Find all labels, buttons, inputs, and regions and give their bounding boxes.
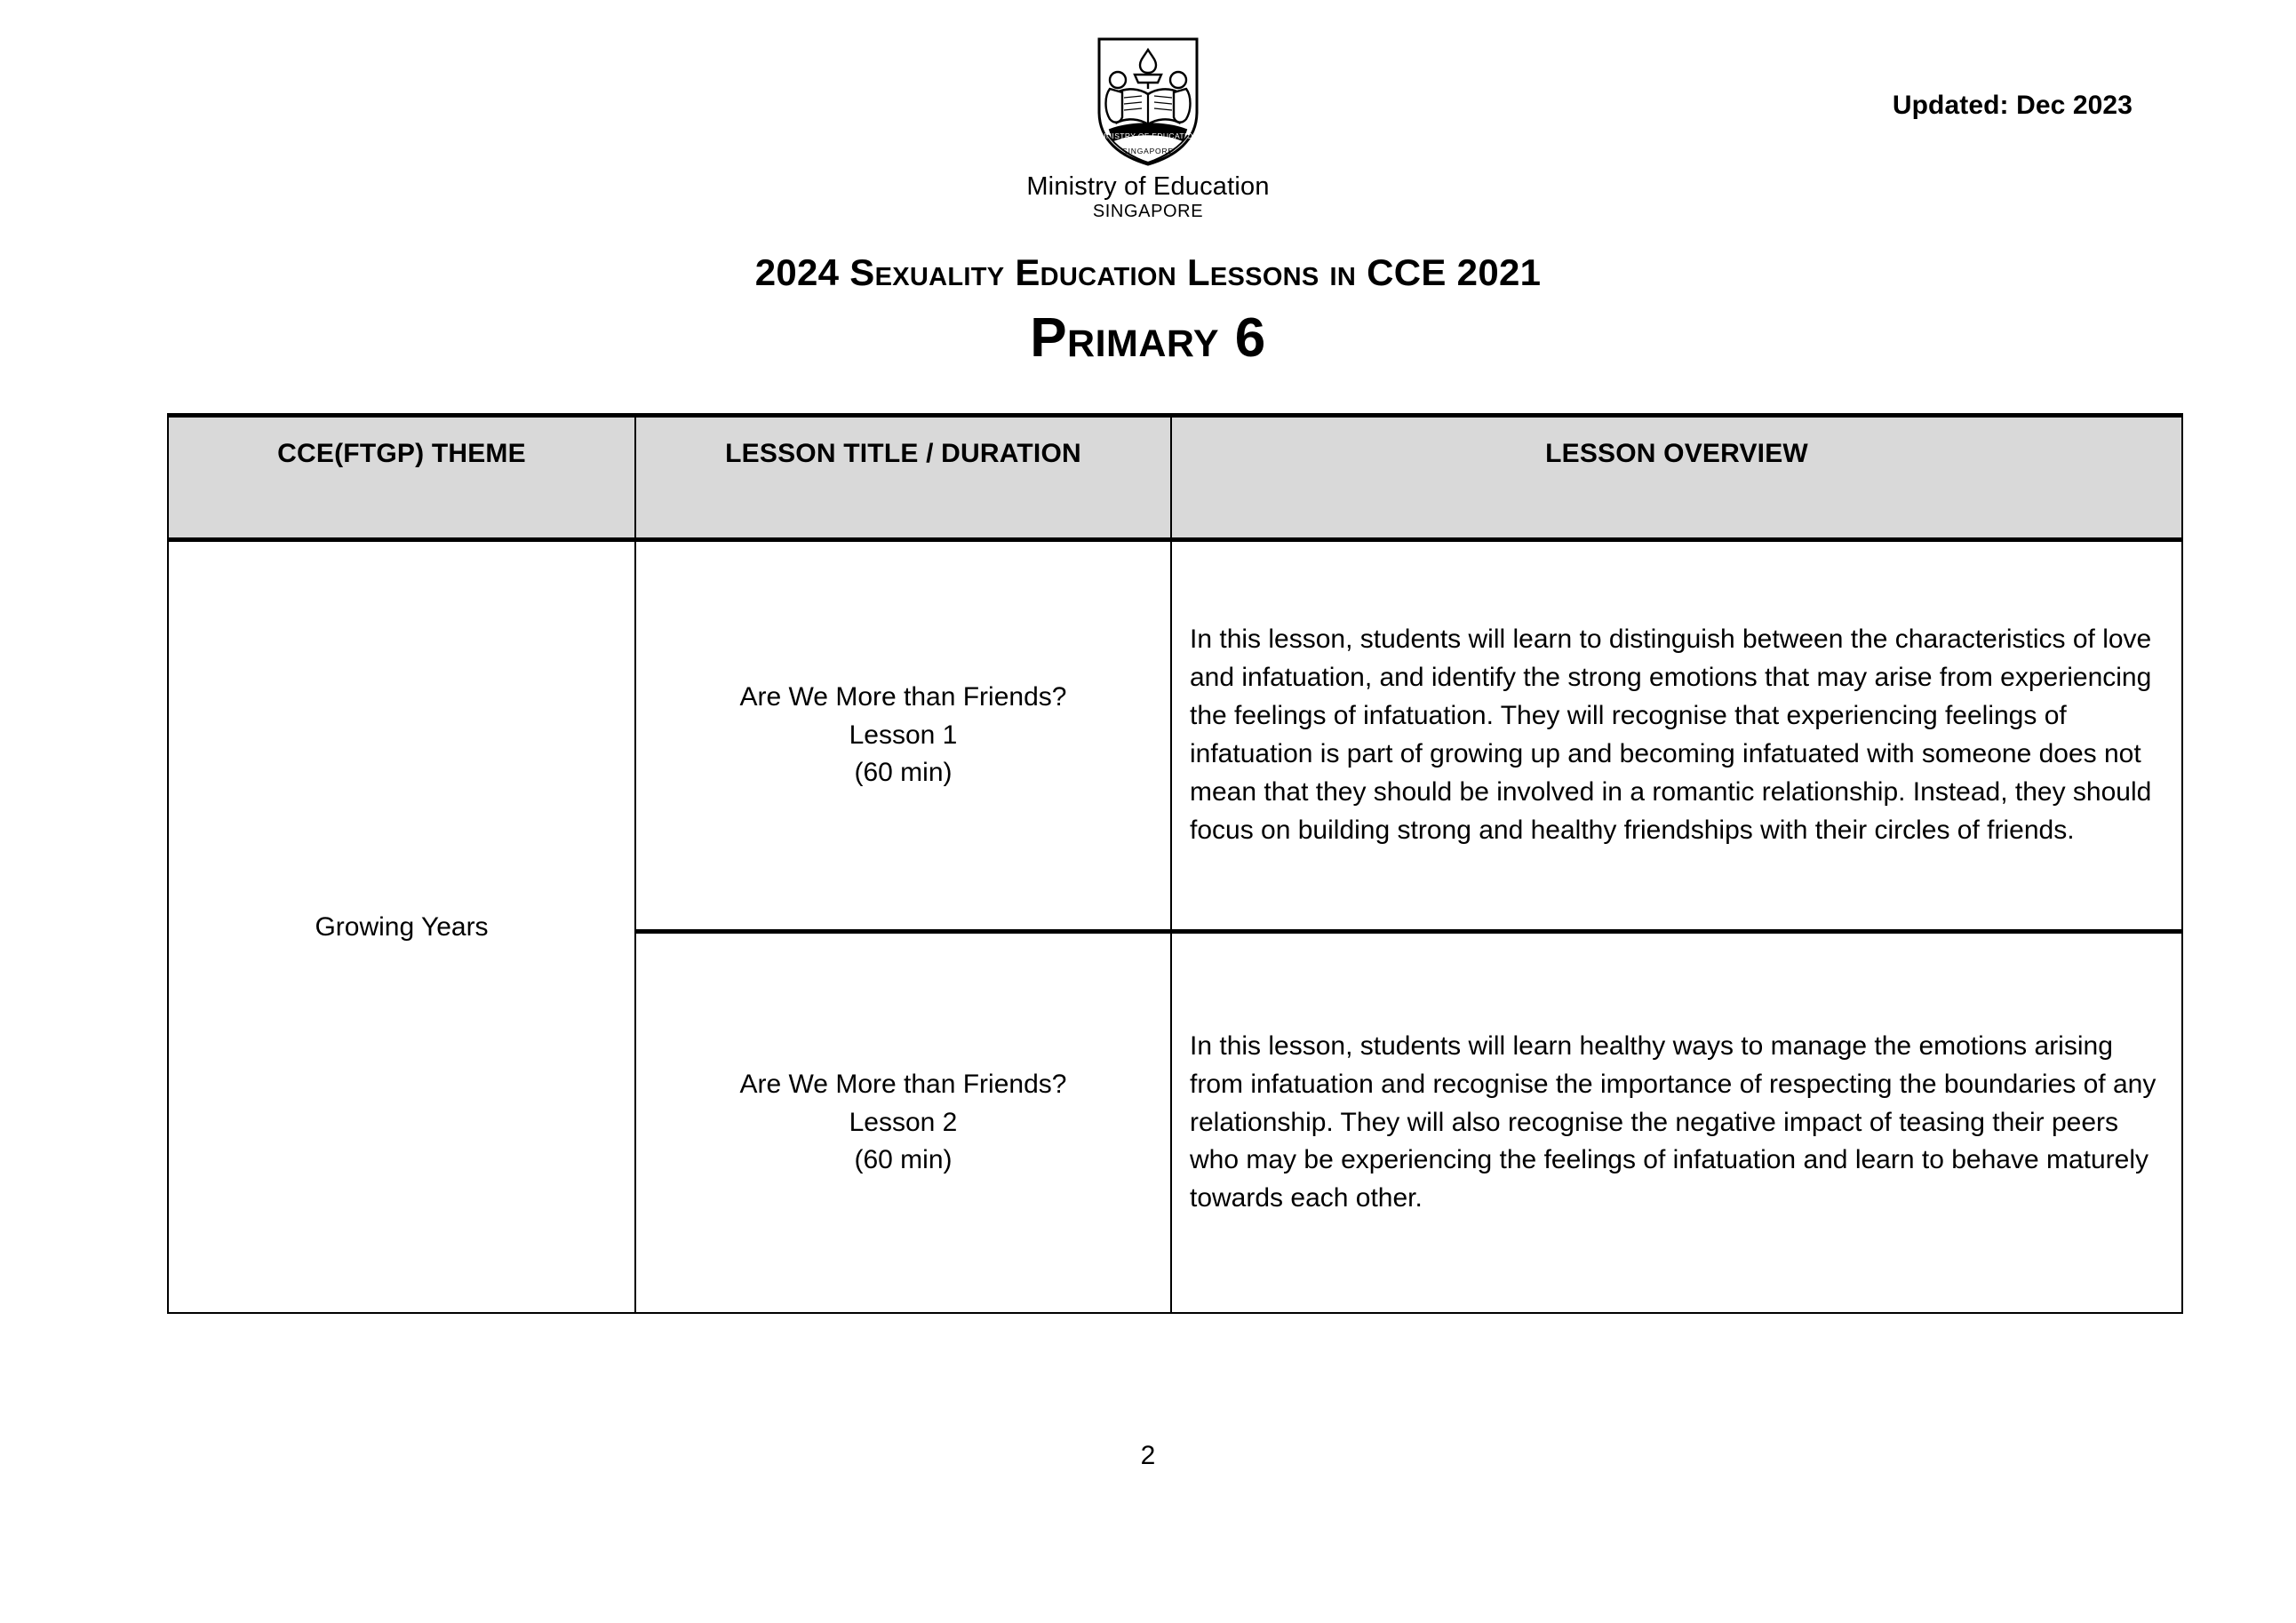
- updated-stamp: Updated: Dec 2023: [1892, 91, 2133, 120]
- page-title: Primary 6: [1030, 307, 1266, 369]
- lesson-duration-text: (60 min): [854, 758, 953, 788]
- theme-cell: Growing Years: [168, 540, 635, 1314]
- lesson-number-text: Lesson 2: [849, 1107, 958, 1137]
- column-header-theme: CCE(FTGP) THEME: [168, 416, 635, 540]
- column-header-lesson-overview: LESSON OVERVIEW: [1171, 416, 2182, 540]
- document-subtitle: 2024 Sexuality Education Lessons in CCE 2021: [754, 251, 1542, 293]
- moe-crest-icon: [1090, 36, 1206, 167]
- lesson-number-text: Lesson 1: [849, 720, 958, 750]
- lesson-duration-text: (60 min): [854, 1145, 953, 1175]
- lesson-title-text: Are We More than Friends?: [739, 682, 1067, 712]
- lesson-title-cell: [635, 932, 1171, 1314]
- lesson-overview-cell: In this lesson, students will learn to distinguish between the characteristics of love and infatuation, and identify the strong emotions that may arise from experiencing the feelings of infatuation. They will recognise that experiencing feelings of infatuation is part of growing up and becoming infatuated with someone does not mean that they should be involved in a romantic relationship. Instead, they should focus on building strong and healthy friendships with their circles of friends.: [1171, 540, 2182, 932]
- column-header-lesson-title: LESSON TITLE / DURATION: [635, 416, 1171, 540]
- lesson-table: [167, 413, 2183, 1314]
- svg-text:MINISTRY OF EDUCATION: MINISTRY OF EDUCATION: [1096, 131, 1200, 140]
- lesson-overview-cell: In this lesson, students will learn healthy ways to manage the emotions arising from infatuation and recognise the importance of respecting the boundaries of any relationship. They will also recognise the negative impact of teasing their peers who may be experiencing the feelings of infatuation and learn to behave maturely towards each other.: [1171, 932, 2182, 1314]
- lesson-title-text: Are We More than Friends?: [739, 1070, 1067, 1100]
- organisation-country: SINGAPORE: [1092, 202, 1204, 222]
- lesson-title-cell: [635, 540, 1171, 932]
- table-header-row: [168, 416, 2182, 540]
- page-number: 2: [1140, 1441, 1156, 1470]
- table-row: [168, 540, 2182, 932]
- organisation-header: [0, 36, 2296, 222]
- svg-text:SINGAPORE: SINGAPORE: [1122, 147, 1174, 155]
- organisation-name: Ministry of Education: [1026, 172, 1270, 201]
